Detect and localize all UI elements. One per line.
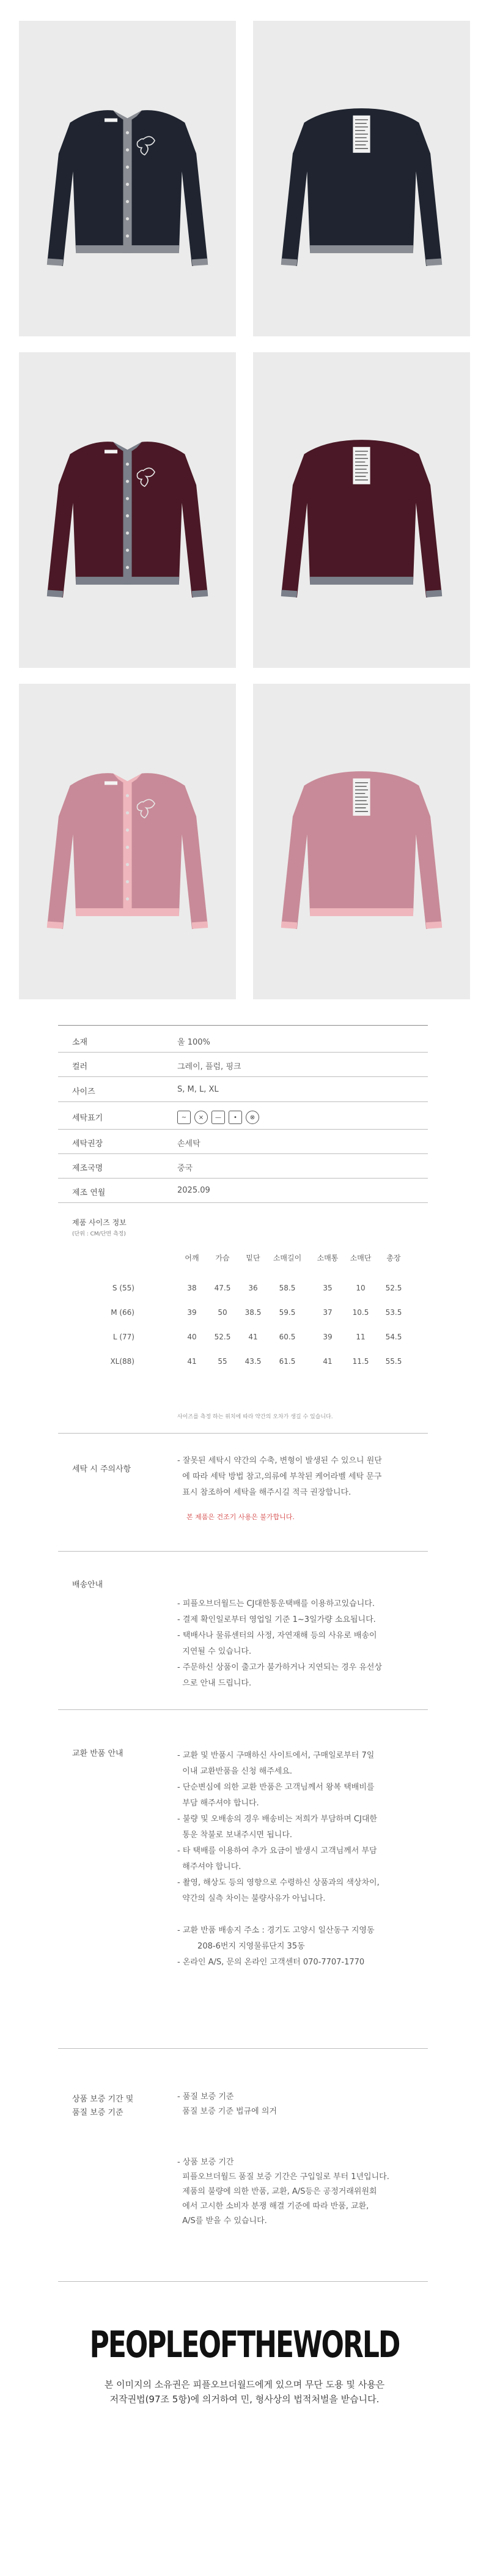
size-table-cell: 36 [248, 1284, 258, 1292]
size-table-cell: 40 [187, 1333, 197, 1341]
iron-low-icon: • [229, 1111, 242, 1124]
size-table-cell: 55 [218, 1357, 227, 1366]
product-image-pink-front [19, 684, 236, 999]
size-table-header: 어깨 [185, 1254, 199, 1262]
dry-flat-icon: — [211, 1111, 225, 1124]
product-image-plum-front [19, 352, 236, 668]
text-line: 으로 안내 드립니다. [177, 1679, 252, 1688]
copyright-line-2: 저작권법(97조 5항)에 의거하여 민, 형사상의 법적처벌을 받습니다. [109, 2394, 380, 2405]
size-table-cell: 41 [187, 1357, 197, 1366]
text-line: 에서 고시한 소비자 분쟁 해결 기준에 따라 반품, 교환, [177, 2202, 369, 2211]
product-image-plum-back [253, 352, 470, 668]
size-table-cell: 11.5 [352, 1357, 369, 1366]
color-value: 그레이, 플럼, 핑크 [177, 1062, 241, 1071]
size-value: S, M, L, XL [177, 1085, 219, 1094]
no-tumble-icon: ⊗ [246, 1111, 259, 1124]
divider [58, 2281, 428, 2282]
product-image-black-front [19, 21, 236, 336]
size-table-cell: 53.5 [385, 1308, 402, 1317]
size-table-cell: 43.5 [244, 1357, 262, 1366]
text-line: A/S를 받을 수 있습니다. [177, 2216, 267, 2226]
brand-logo: PEOPLEOFTHEWORLD [89, 2324, 400, 2366]
date-value: 2025.09 [177, 1186, 210, 1195]
divider [58, 1101, 428, 1102]
text-line: - 타 택배를 이용하여 추가 요금이 발생시 고객님께서 부담 [177, 1846, 377, 1856]
divider [58, 1433, 428, 1434]
divider [58, 1025, 428, 1026]
shipping-label: 배송안내 [72, 1580, 103, 1590]
returns-label: 교환 반품 안내 [72, 1749, 123, 1758]
text-line: - 피플오브더월드는 CJ대한통운택배를 이용하고있습니다. [177, 1599, 375, 1608]
size-table-cell: 60.5 [279, 1333, 296, 1341]
text-line: 에 따라 세탁 방법 참고,의류에 부착된 케어라벨 세탁 문구 [177, 1472, 382, 1481]
cardigan-illustration [253, 352, 470, 668]
size-table-cell: 52.5 [385, 1284, 402, 1292]
size-table-cell: 52.5 [214, 1333, 231, 1341]
size-table-header: 소매통 [317, 1254, 339, 1262]
warranty-label-2: 품질 보증 기준 [72, 2108, 123, 2117]
size-table-cell: 37 [323, 1308, 333, 1317]
divider [58, 1076, 428, 1077]
cardigan-illustration [253, 684, 470, 999]
size-table-footnote: 사이즈를 측정 하는 위치에 따라 약간의 오차가 생길 수 있습니다. [177, 1414, 333, 1420]
size-table-cell: 38 [187, 1284, 197, 1292]
size-table-cell: 59.5 [279, 1308, 296, 1317]
wash-method-label: 세탁권장 [72, 1139, 103, 1149]
size-table-cell: 54.5 [385, 1333, 402, 1341]
text-line: 표시 참조하여 세탁을 해주시길 적극 권장합니다. [177, 1488, 351, 1497]
divider [58, 2048, 428, 2049]
size-table-unit-note: (단위 : CM/단면 측정) [72, 1231, 126, 1237]
date-label: 제조 연월 [72, 1188, 106, 1197]
size-table-cell: 41 [323, 1357, 333, 1366]
material-label: 소재 [72, 1038, 88, 1047]
washing-label: 세탁 시 주의사항 [72, 1465, 131, 1474]
text-line: 약간의 실측 차이는 불량사유가 아닙니다. [177, 1894, 326, 1903]
dryer-warning: 본 제품은 건조기 사용은 불가합니다. [186, 1513, 295, 1521]
text-line: - 상품 보증 기간 [177, 2158, 234, 2167]
divider [58, 1551, 428, 1552]
size-table-cell: 41 [248, 1333, 258, 1341]
text-line: 통운 착불로 보내주시면 됩니다. [177, 1830, 293, 1840]
hand-wash-icon: ~ [177, 1111, 191, 1124]
size-table-header: 소매단 [350, 1254, 372, 1262]
text-line: 부담 해주셔야 합니다. [177, 1799, 259, 1808]
text-line: 해주셔야 합니다. [177, 1862, 241, 1871]
divider [58, 1202, 428, 1203]
size-table-title: 제품 사이즈 정보 [72, 1218, 127, 1227]
size-table-cell: 38.5 [244, 1308, 262, 1317]
text-line: - 택배사나 물류센터의 사정, 자연재해 등의 사유로 배송이 [177, 1631, 377, 1640]
cardigan-illustration [253, 21, 470, 336]
product-image-black-back [253, 21, 470, 336]
cardigan-illustration [19, 352, 236, 668]
divider [58, 1709, 428, 1710]
divider [58, 1052, 428, 1053]
size-table-size: XL(88) [110, 1357, 134, 1366]
text-line: - 단순변심에 의한 교환 반품은 고객님께서 왕복 택배비를 [177, 1783, 375, 1792]
size-table-cell: 47.5 [214, 1284, 231, 1292]
wash-label: 세탁표기 [72, 1114, 103, 1123]
size-table-cell: 39 [187, 1308, 197, 1317]
size-table-header: 소매길이 [273, 1254, 302, 1262]
size-table-cell: 58.5 [279, 1284, 296, 1292]
cardigan-illustration [19, 21, 236, 336]
size-table-size: M (66) [111, 1308, 134, 1317]
text-line: 제품의 불량에 의한 반품, 교환, A/S등은 공정거래위원회 [177, 2187, 377, 2196]
size-table-header: 가슴 [215, 1254, 230, 1262]
size-table-cell: 11 [356, 1333, 366, 1341]
size-table-cell: 35 [323, 1284, 333, 1292]
product-image-pink-back [253, 684, 470, 999]
wash-method-value: 손세탁 [177, 1139, 200, 1149]
size-label: 사이즈 [72, 1087, 95, 1097]
text-line: 지연될 수 있습니다. [177, 1647, 252, 1656]
size-table-cell: 10.5 [352, 1308, 369, 1317]
text-line: 품질 보증 기준 법규에 의거 [177, 2107, 277, 2116]
color-label: 컬러 [72, 1062, 88, 1071]
divider [58, 1178, 428, 1179]
text-line: - 주문하신 상품이 출고가 불가하거나 지연되는 경우 유선상 [177, 1663, 383, 1672]
size-table-size: L (77) [112, 1333, 134, 1341]
text-line: 피플오브더월드 품질 보증 기간은 구입일로 부터 1년입니다. [177, 2172, 389, 2182]
text-line: - 촬영, 해상도 등의 영향으로 수령하신 상품과의 색상차이, [177, 1878, 380, 1887]
divider [58, 1153, 428, 1154]
size-table-header: 총장 [386, 1254, 401, 1262]
text-line: 208-6번지 지영물류단지 35동 [177, 1942, 305, 1951]
text-line: - 교환 및 반품시 구매하신 사이트에서, 구매일로부터 7일 [177, 1751, 375, 1760]
origin-value: 중국 [177, 1164, 193, 1173]
size-table-cell: 61.5 [279, 1357, 296, 1366]
text-line: - 온라인 A/S, 문의 온라인 고객센터 070-7707-1770 [177, 1958, 365, 1967]
text-line: - 결제 확인일로부터 영업일 기준 1~3일가량 소요됩니다. [177, 1615, 376, 1624]
size-table-cell: 55.5 [385, 1357, 402, 1366]
origin-label: 제조국명 [72, 1164, 103, 1173]
size-table-header: 밑단 [246, 1254, 260, 1262]
text-line: - 교환 반품 배송지 주소 : 경기도 고양시 일산동구 지영동 [177, 1926, 375, 1935]
no-bleach-icon: × [194, 1111, 208, 1124]
text-line: - 불량 및 오배송의 경우 배송비는 저희가 부담하며 CJ대한 [177, 1815, 377, 1824]
text-line: - 품질 보증 기준 [177, 2092, 234, 2101]
cardigan-illustration [19, 684, 236, 999]
copyright-line-1: 본 이미지의 소유권은 피플오브더월드에게 있으며 무단 도용 및 사용은 [104, 2379, 385, 2390]
text-line: - 잘못된 세탁시 약간의 수축, 변형이 발생된 수 있으니 원단 [177, 1456, 382, 1465]
warranty-label-1: 상품 보증 기간 및 [72, 2095, 134, 2104]
size-table-size: S (55) [112, 1284, 134, 1292]
size-table-cell: 10 [356, 1284, 366, 1292]
size-table-cell: 50 [218, 1308, 227, 1317]
divider [58, 1129, 428, 1130]
text-line: 이내 교환반품을 신청 해주세요. [177, 1767, 293, 1776]
material-value: 울 100% [177, 1038, 210, 1047]
size-table-cell: 39 [323, 1333, 333, 1341]
